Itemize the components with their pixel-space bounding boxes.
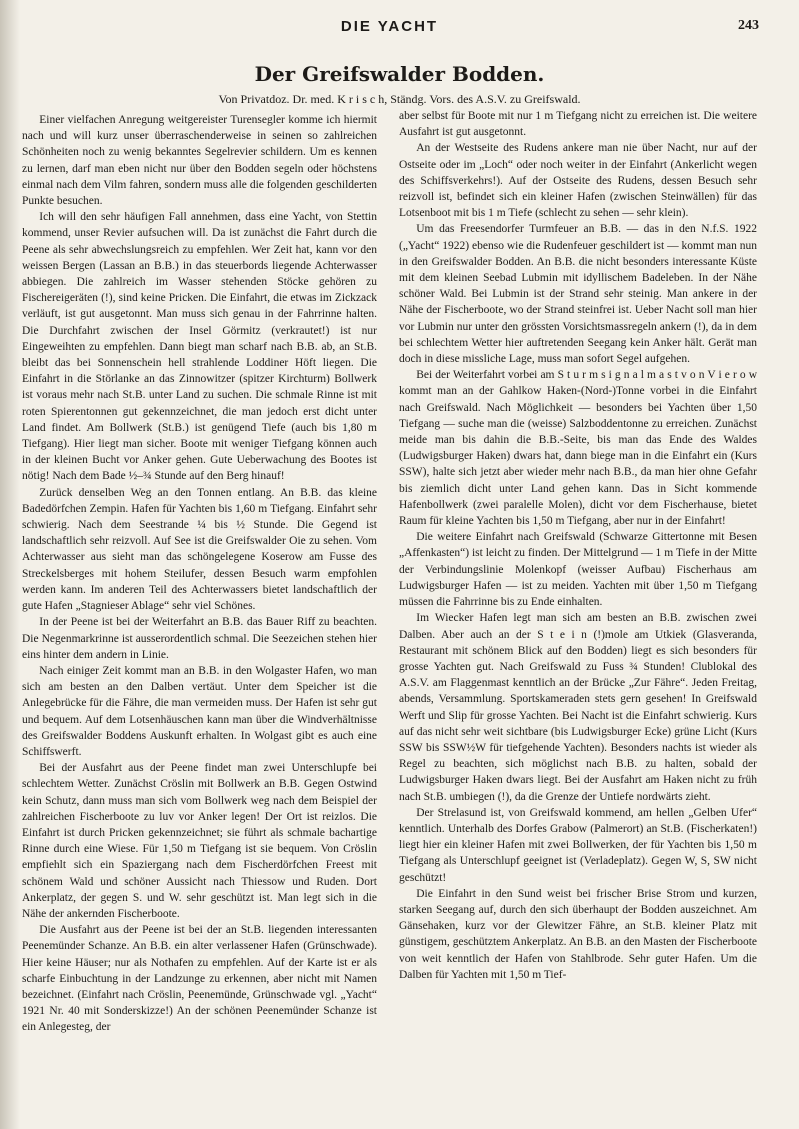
paragraph: Zurück denselben Weg an den Tonnen entlang. An B.B. das kleine Badedörfchen Zempin. Hafen für Yachten bis 1,60 m Tiefgang. Einfahrt sehr schwierig. Nach dem Seestrande ¼ bis ½ Stunde. Die Gegend ist landschaftlich sehr reizvoll. Auf See ist die Greifswalder Oie zu sehen. Vom Achterwasser aus sieht man das schöngelegene Koserow am Fusse des Streckelsberges mit hohem Steilufer, dessen Besuch warm empfohlen werden kann. Im anderen Teil des Achterwassers bietet landschaftlich der gute Hafen „Stagnieser Ablage“ sehr viel Schönes. bbox=[22, 486, 377, 613]
journal-title: DIE YACHT bbox=[340, 18, 439, 35]
paragraph: Ich will den sehr häufigen Fall annehmen, dass eine Yacht, von Stettin kommend, unser Revier aufsuchen will. Da ist zunächst die Fahrt durch die Peene als sehr abwechslungsreich zu empfehlen. Wer Zeit hat, kann vor den weissen Bergen (Lassan an B.B.) in das steuerbords liegende Achterwasser abbiegen. Die zahlreich im Wasser stehenden Stöcke gehören zu Fischereigeräten (!), sind keine Pricken. Die Einfahrt, die etwas im Zickzack verläuft, ist gut ausgetonnt. Man muss sich genau in der Fahrrinne halten. Die Durchfahrt zwischen der Insel Görmitz (verkrautet!) ist nur Eingeweihten zu empfehlen. Dann biegt man scharf nach B.B. ab, an St.B. bleibt das bei Sonnenschein hell strahlende Loddiner Höft liegen. Die Einfahrt in die Störlanke an das Zinnowitzer (spitzer Kirchturm) Bollwerk ist voraus mehr nach St.B. unter Land zu suchen. Die schmale Rinne ist mit roten Spierentonnen gut gekennzeichnet, die man jedoch erst dicht unter Land findet. Am Bollwerk (St.B.) ist genügend Tiefe (auch bis 1,80 m Tiefgang). Hier liegt man sicher. Boote mit weniger Tiefgang können auch in der kleinen Bucht vor Anker gehen. Gute Ueberwachung des Bootes ist nötig! Nach dem Bade ½–¾ Stunde auf den Berg hinauf! bbox=[22, 211, 377, 483]
paragraph: Die weitere Einfahrt nach Greifswald (Schwarze Gittertonne mit Besen „Affenkasten“) ist leicht zu finden. Der Mittelgrund — 1 m Tiefe in der Mitte der Verbindungslinie Molenkopf (weisser Aufbau) Fischerhaus am Ludwigsburger Hafen — ist zu meiden. Yachten mit über 1,50 m Tiefgang müssen die Fahrrinne bis zu Ende einhalten. bbox=[399, 531, 757, 609]
paragraph: Die Einfahrt in den Sund weist bei frischer Brise Strom und kurzen, starken Seegang auf, durch den sich überhaupt der Bodden auszeichnet. Am Gänsehaken, kurz vor der Glewitzer Fähre, an St.B. kleiner Platz mit günstigem, geschütztem Ankerplatz. An B.B. an den Masten der Fischerboote von weit kenntlich der Hafen von Stahlbrode. Sehr guter Hafen. Um die Dalben für Yachten mit 1,50 m Tief- bbox=[399, 887, 757, 981]
page-header bbox=[20, 18, 759, 40]
paragraph: Bei der Weiterfahrt vorbei am S t u r m s i g n a l m a s t v o n V i e r o w kommt man an der Gahlkow Haken-(Nord-)Tonne vorbei in die Einfahrt nach Greifswald. Nach Möglichkeit — besonders bei Yachten über 1,50 Tiefgang — suche man die (weisse) Salzboddentonne zu erreichen. Zunächst meide man bis dahin die B.B.-Seite, bis man das Ende des Waldes (Ludwigsburger Haken) dwars hat, dann biege man in die Einfahrt ein (Kurs SSW), halte sich jetzt aber wieder mehr nach B.B., da man hier ohne Gefahr bis ziemlich dicht unter Land gehen kann. Das in Sicht kommende Hafenbollwerk (zwei paralelle Molen), dicht vor dem Fischerhause, bietet Raum für kleine Yachten bis 1,50 m Tiefgang, aber nur in der Einfahrt! bbox=[399, 369, 757, 528]
page-number: 243 bbox=[738, 18, 759, 33]
paragraph: In der Peene ist bei der Weiterfahrt an B.B. das Bauer Riff zu beachten. Die Negenmarkrinne ist ausserordentlich schmal. Die Seezeichen stehen hier eins hinter dem andern in Linie. bbox=[22, 616, 377, 661]
article-byline: Von Privatdoz. Dr. med. K r i s c h, Ständg. Vors. des A.S.V. zu Greifswald. bbox=[218, 92, 581, 106]
paragraph: Der Strelasund ist, von Greifswald kommend, am hellen „Gelben Ufer“ kenntlich. Unterhalb des Dorfes Grabow (Palmerort) an St.B. (Fischerkaten!) liegt hier ein kleiner Hafen mit zwei Bollwerken, der für Yachten bis 1,50 m Tiefgang als Unterschlupf geeignet ist (Verladeplatz). Gegen W, S, SW nicht geschützt! bbox=[399, 806, 757, 884]
paragraph: Bei der Ausfahrt aus der Peene findet man zwei Unterschlupfe bei schlechtem Wetter. Zunächst Cröslin mit Bollwerk an B.B. Gegen Ostwind kein Schutz, dann muss man sich vom Bollwerk weg nach dem Beispiel der zahlreichen Fischerboote zu luv vor Anker legen! Der Ort ist reizlos. Die Einfahrt ist durch Pricken gekennzeichnet; sie führt als schmale bachartige Rinne durch eine Wiese. Für 1,50 m Tiefgang ist sie bequem. Von Cröslin empfiehlt sich ein Spaziergang nach dem Fischerdörfchen Freest mit schönem Wald und schöner Aussicht nach Thiessow und Ruden. Dort Ankerplatz, der gegen S. und W. sehr geschützt ist. Man legt sich in die Nähe der ankernden Fischerboote. bbox=[22, 762, 377, 920]
article-title: Der Greifswalder Bodden. bbox=[254, 62, 545, 86]
scan-edge-shadow bbox=[0, 0, 20, 1129]
left-column bbox=[22, 112, 377, 1112]
paragraph: Nach einiger Zeit kommt man an B.B. in den Wolgaster Hafen, wo man sich am besten an den Dalben vertäut. Unter dem Speicher ist die Anlegebrücke für die Fähre, die man vermeiden muss. Der Hafen ist sehr gut und bequem. Auf dem Lotsenhäuschen kann man über die Windverhältnisse des Greifswalder Boddens Auskunft erhalten. In Wolgast gibt es auch eine Schiffswerft. bbox=[22, 664, 377, 758]
paragraph: Die Ausfahrt aus der Peene ist bei der an St.B. liegenden interessanten Peenemünder Schanze. An B.B. ein alter verlassener Hafen (Grünschwade). Hier keine Häuser; nur als Nothafen zu empfehlen. Auf der Karte ist er als scharfe Einbuchtung in der Landzunge zu erkennen, aber nicht mit Namen bezeichnet. (Einfahrt nach Cröslin, Peenemünde, Grünschwade vgl. „Yacht“ 1921 Nr. 40 mit Sonderskizze!) An der schönen Peenemünder Schanze ist ein Anlegesteg, der bbox=[22, 924, 377, 1034]
paragraph: An der Westseite des Rudens ankere man nie über Nacht, nur auf der Ostseite oder im „Loch“ oder noch weiter in der Einfahrt (Ankerlicht wegen des Schiffsverkehrs!). Auf der Ostseite des Rudens, dessen Besuch sehr reizvoll ist, befindet sich ein kleiner Hafen (zwischen Steinwällen) für das Lotsenboot mit bis 1 m Tiefe (schlecht zu sehen — sehr klein). bbox=[399, 142, 757, 220]
paragraph: aber selbst für Boote mit nur 1 m Tiefgang nicht zu erreichen ist. Die weitere Ausfahrt ist gut ausgetonnt. bbox=[399, 110, 757, 139]
paragraph: Um das Freesendorfer Turmfeuer an B.B. — das in den N.f.S. 1922 („Yacht“ 1922) ebenso wie die Rudenfeuer geschildert ist — kommt man nun in den Greifswalder Bodden. An B.B. die nicht besonders interessante Küste mit dem kleinen Seebad Lubmin mit idyllischem Badeleben. In der Nähe schöner Wald. Bei Lubmin ist der Strand sehr steinig. Man ankere in der Nähe der Fischerboote, wo der Strand steinfrei ist. Ueber Nacht soll man hier vor Lubmin nur unter den grössten Vorsichtsmassregeln ankern (!), da in dem bei schlechtem Wetter hier auftretenden Seegang kein Anker hält. Gerät man doch in diese missliche Lage, muss man sofort Segel aufgehen. bbox=[399, 223, 757, 366]
paragraph: Einer vielfachen Anregung weitgereister Turensegler komme ich hiermit nach und will kurz unser überraschenderweise in seinen so zahlreichen Schönheiten noch zu wenig bekanntes Segelrevier schildern. Um es kennen zu lernen, darf man eben nicht nur über den Bodden segeln oder höchstens einmal nach dem Vilm fahren, sondern muss alle die folgenden geschilderten Punkte besuchen. bbox=[22, 114, 377, 208]
right-column bbox=[399, 108, 757, 1108]
paragraph: Im Wiecker Hafen legt man sich am besten an B.B. zwischen zwei Dalben. Aber auch an der S t e i n (!)mole am Utkiek (Glasveranda, Restaurant mit schönem Blick auf den Bodden) liegt es sich besonders für grosse Yachten gut. Nach Greifswald zu Fuss ¾ Stunden! Clublokal des A.S.V. am Flaggenmast kenntlich an der Brücke „Zur Fähre“. Jeden Freitag, abends, Versammlung. Sportskameraden stets gern gesehen! In Greifswald Werft und Slip für grosse Yachten. Bei Nacht ist die Einfahrt schwierig. Kurs auf das nicht sehr weit sichtbare (bis Ludwigsburger Ecke) grüne Licht (Kurs SSW bis SSW½W für tiefgehende Yachten). Besonders nachts ist wieder als Regel zu beachten, sich möglichst nach B.B. zu halten, sobald der Ludwigsburger Haken dwars liegt. Bei der Ausfahrt am Haken nicht zu früh nach St.B. umbiegen (!), da die Grenze der Untiefe nordwärts zieht. bbox=[399, 612, 757, 803]
